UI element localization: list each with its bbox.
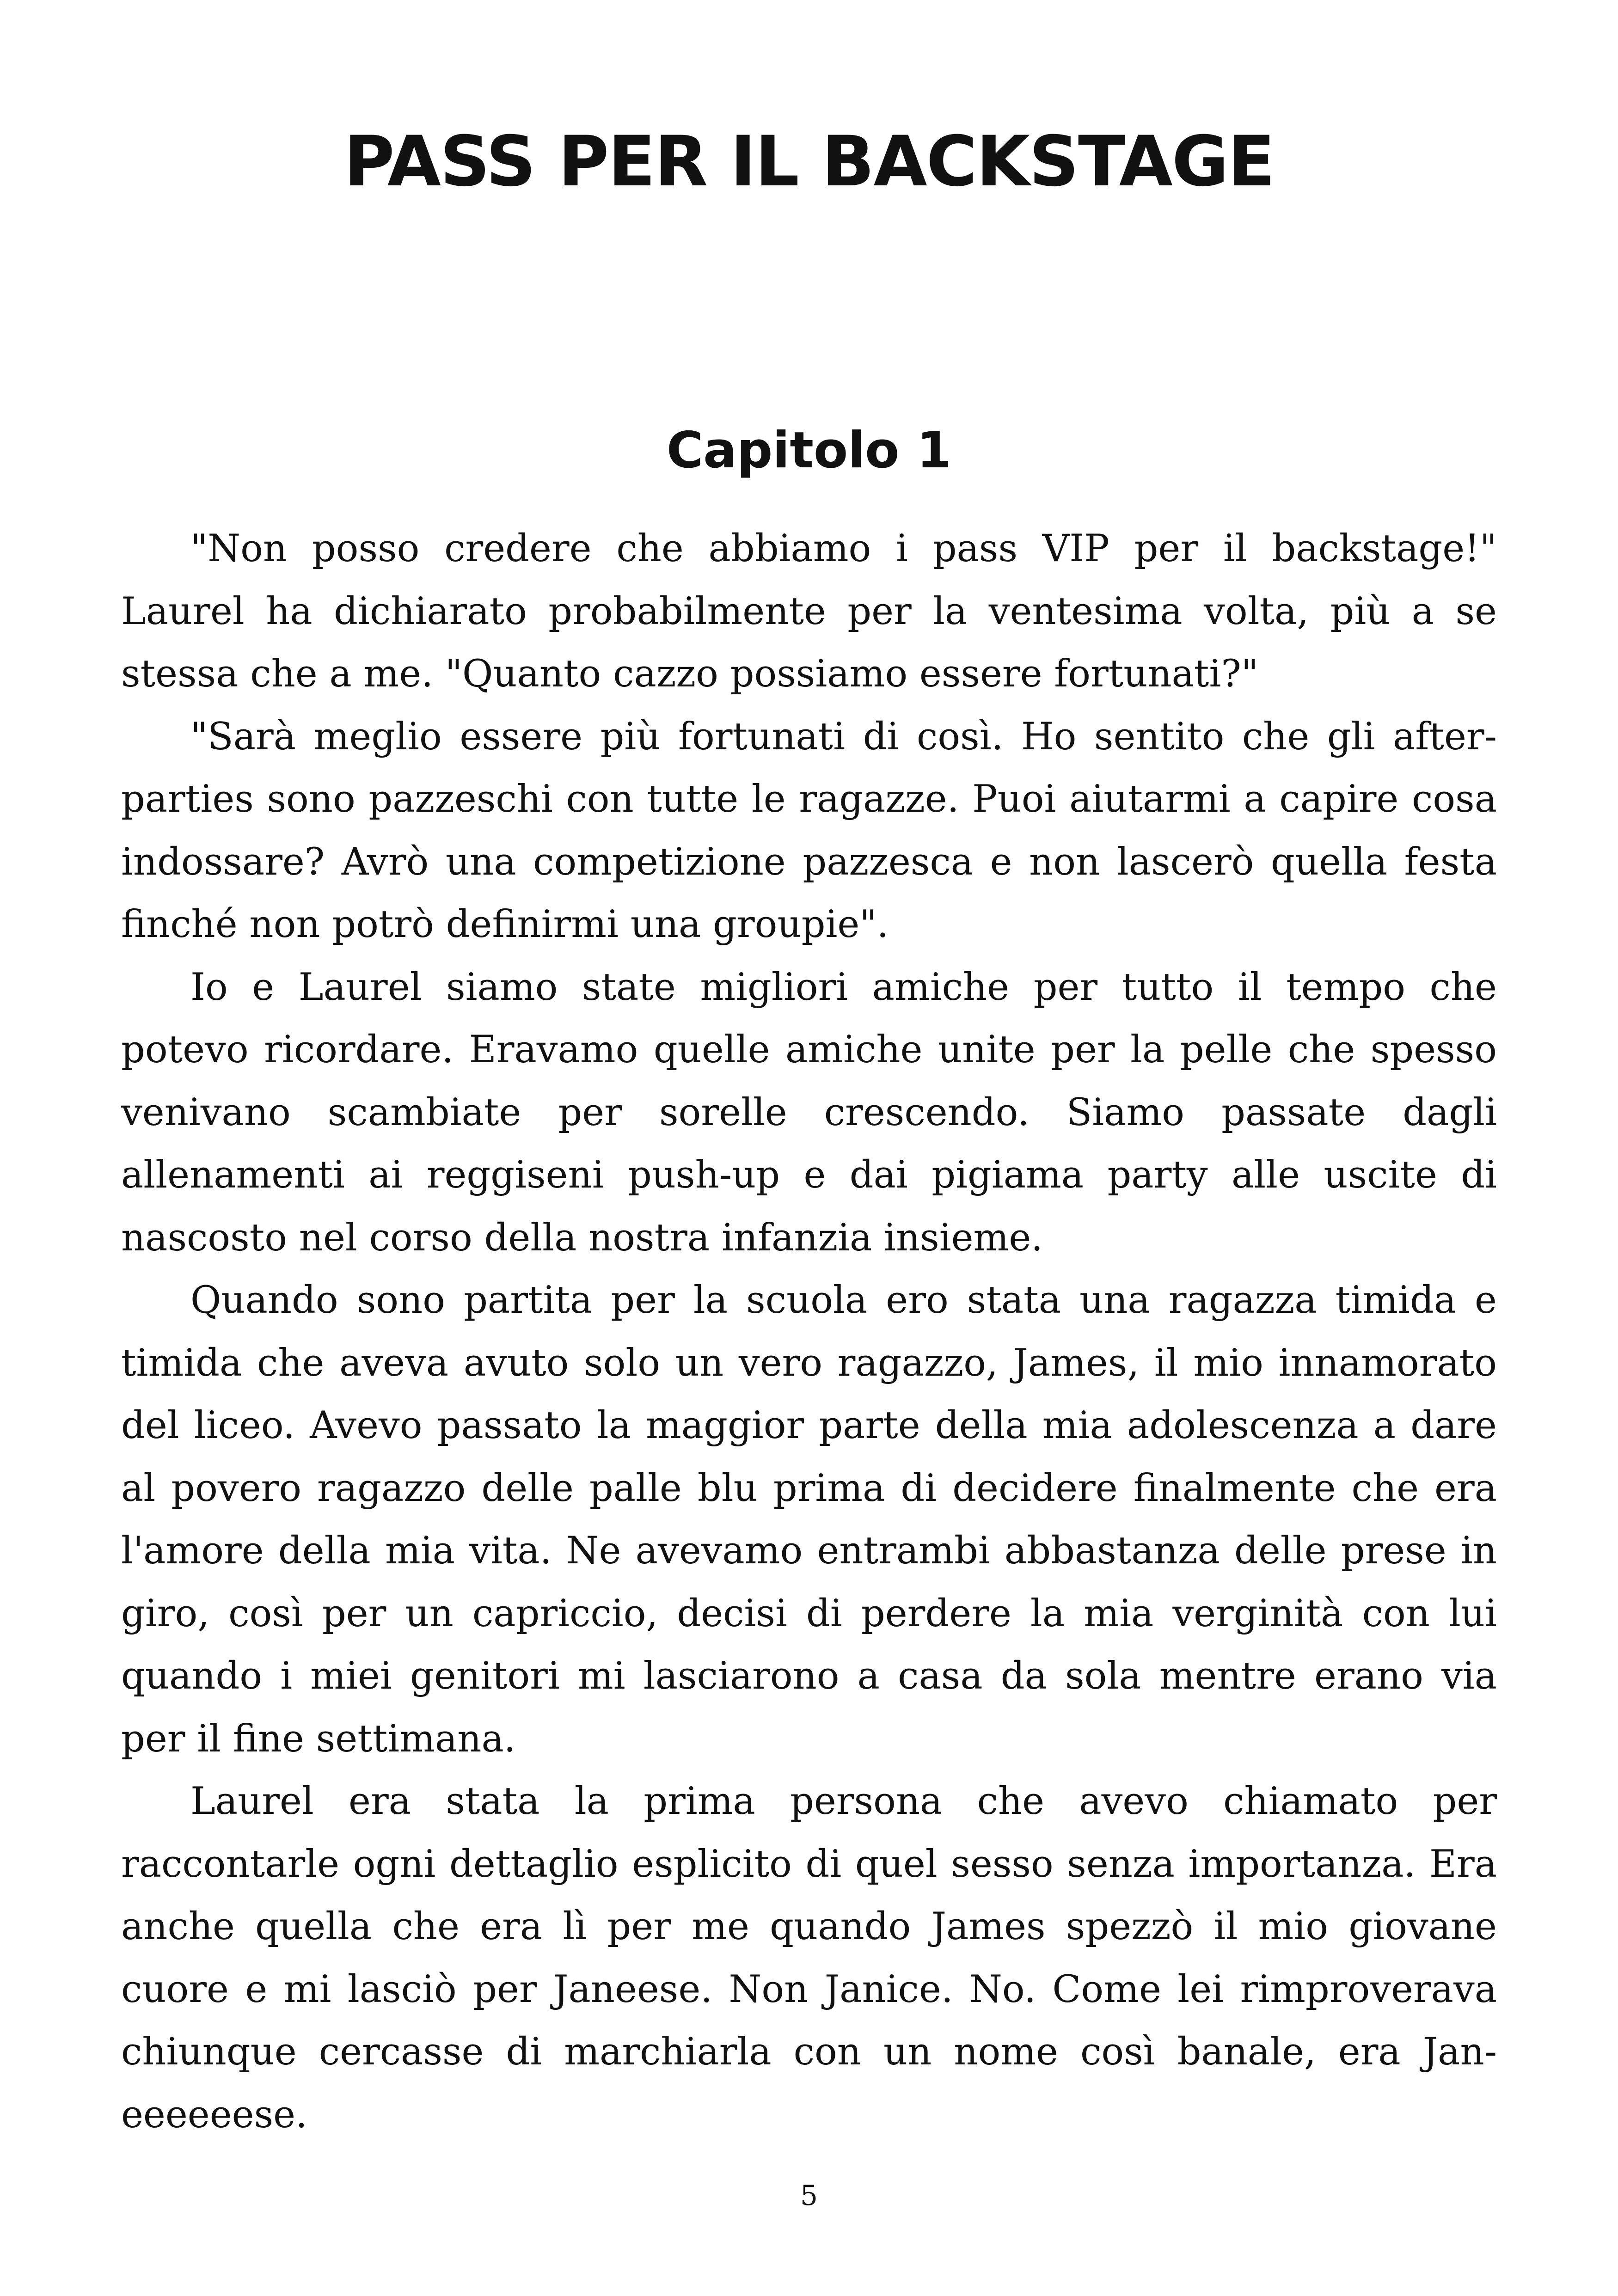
paragraph: "Non posso credere che abbiamo i pass VIP per il backstage!" Laurel ha dichiarato probabilmente per la ventesima volta, più a se stessa che a me. "Quanto cazzo possiamo essere fortunati?" [121,527,1497,696]
chapter-body [121,518,1497,2146]
page-number: 5 [800,2180,818,2212]
paragraph: Io e Laurel siamo state migliori amiche per tutto il tempo che potevo ricordare. Eravamo quelle amiche unite per la pelle che spesso venivano scambiate per sorelle crescendo. Siamo passate dagli allenamenti ai reggiseni push-up e dai pigiama party alle uscite di nascosto nel corso della nostra infanzia insieme. [121,965,1497,1260]
paragraph: "Sarà meglio essere più fortunati di così. Ho sentito che gli after-parties sono pazzeschi con tutte le ragazze. Puoi aiutarmi a capire cosa indossare? Avrò una competizione pazzesca e non lascerò quella festa finché non potrò definirmi una groupie". [121,715,1497,946]
paragraph: Laurel era stata la prima persona che avevo chiamato per raccontarle ogni dettaglio esplicito di quel sesso senza importanza. Era anche quella che era lì per me quando James spezzò il mio giovane cuore e mi lasciò per Janeese. Non Janice. No. Come lei rimproverava chiunque cercasse di marchiarla con un nome così banale, era Jan-eeeeeese. [121,1780,1497,2137]
book-title: PASS PER IL BACKSTAGE [343,122,1275,202]
chapter-title: Capitolo 1 [666,422,952,479]
paragraph: Quando sono partita per la scuola ero stata una ragazza timida e timida che aveva avuto solo un vero ragazzo, James, il mio innamorato del liceo. Avevo passato la maggior parte della mia adolescenza a dare al povero ragazzo delle palle blu prima di decidere finalmente che era l'amore della mia vita. Ne avevamo entrambi abbastanza delle prese in giro, così per un capriccio, decisi di perdere la mia verginità con lui quando i miei genitori mi lasciarono a casa da sola mentre erano via per il fine settimana. [121,1279,1497,1761]
